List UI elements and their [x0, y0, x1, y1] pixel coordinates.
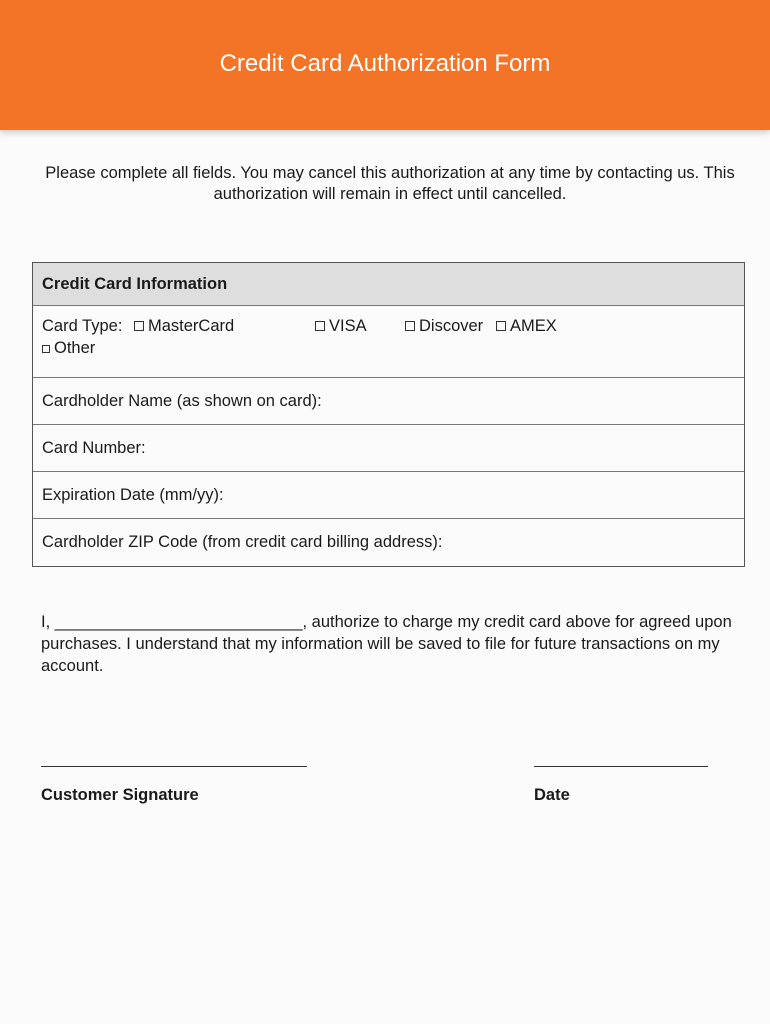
card-type-option-mastercard[interactable]	[134, 317, 234, 336]
zip-code-field[interactable]: Cardholder ZIP Code (from credit card billing address):	[42, 533, 443, 551]
card-type-label: Card Type:	[42, 317, 123, 335]
card-type-option-amex[interactable]	[496, 317, 557, 336]
form-header	[0, 0, 770, 130]
card-type-option-label: AMEX	[510, 317, 557, 335]
form-title: Credit Card Authorization Form	[219, 50, 551, 77]
credit-card-table-heading: Credit Card Information	[33, 263, 744, 306]
card-type-option-other[interactable]	[42, 339, 95, 358]
checkbox-icon[interactable]	[496, 321, 506, 331]
cardholder-name-field[interactable]: Cardholder Name (as shown on card):	[33, 378, 744, 425]
card-type-row	[33, 306, 744, 378]
card-type-option-discover[interactable]	[405, 317, 483, 336]
signature-line[interactable]	[41, 766, 307, 767]
credit-card-table	[32, 262, 745, 567]
date-line[interactable]	[534, 766, 708, 767]
checkbox-icon[interactable]	[405, 321, 415, 331]
customer-signature-label: Customer Signature	[41, 786, 199, 804]
card-type-option-label: MasterCard	[148, 317, 235, 335]
card-type-option-label: Discover	[419, 317, 484, 335]
authorization-text: I, ___________________________, authorize to charge my credit card above for agreed upon purchases. I understand that my information will be saved to file for future transactions on my account.	[41, 613, 732, 675]
card-type-option-label: VISA	[329, 317, 367, 335]
checkbox-icon[interactable]	[315, 321, 325, 331]
checkbox-icon[interactable]	[134, 321, 144, 331]
card-type-option-visa[interactable]	[315, 317, 367, 336]
date-label: Date	[534, 786, 570, 804]
intro-text: Please complete all fields. You may cancel this authorization at any time by contacting us. This authorization will remain in effect until cancelled.	[45, 164, 735, 203]
card-type-option-label: Other	[54, 339, 96, 357]
card-number-field[interactable]: Card Number:	[33, 425, 744, 472]
expiration-date-field[interactable]: Expiration Date (mm/yy):	[33, 472, 744, 519]
checkbox-icon[interactable]	[42, 345, 50, 353]
